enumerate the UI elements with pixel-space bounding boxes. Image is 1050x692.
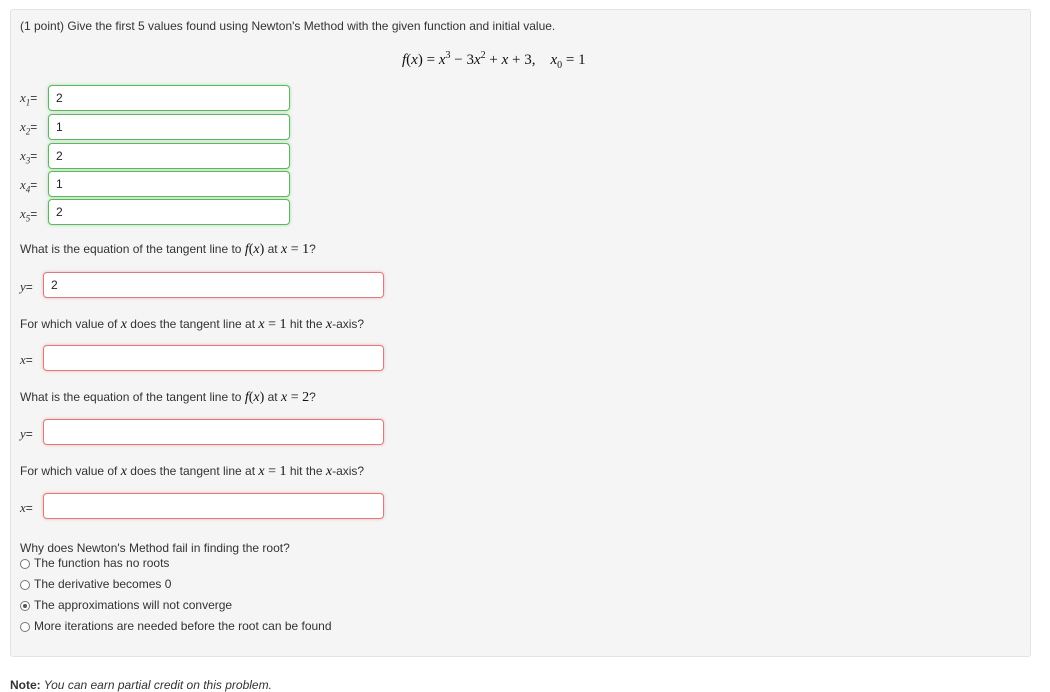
tangent-line-2-input[interactable] — [43, 419, 384, 445]
failure-question: Why does Newton's Method fail in finding the root? — [20, 541, 290, 555]
x5-input[interactable]: 2 — [48, 199, 290, 225]
x2-input[interactable]: 1 — [48, 114, 290, 140]
tangent-question-1: What is the equation of the tangent line to f(x) at x = 1? — [20, 242, 316, 257]
function-formula: $f(x) = x^3 - 3x^2 + x + 3$, $x_0 = 1$ — [402, 50, 586, 71]
x4-input[interactable]: 1 — [48, 171, 290, 197]
x1-input[interactable]: 2 — [48, 85, 290, 111]
option-derivative-zero-label[interactable]: The derivative becomes 0 — [34, 577, 172, 591]
option-no-roots-label[interactable]: The function has no roots — [34, 556, 170, 570]
x2-label: $x_2=$ — [20, 119, 38, 137]
x5-label: $x_5=$ — [20, 206, 38, 224]
problem-intro: (1 point) Give the first 5 values found using Newton's Method with the given function and initial value. — [20, 19, 556, 33]
x-label-2: x= — [20, 500, 33, 515]
x3-input[interactable]: 2 — [48, 143, 290, 169]
tangent-question-3: What is the equation of the tangent line to f(x) at x = 2? — [20, 390, 316, 405]
option-not-converge-radio[interactable] — [20, 601, 30, 611]
option-more-iterations-radio[interactable] — [20, 622, 30, 632]
x-intercept-1-input[interactable] — [43, 345, 384, 371]
tangent-line-1-input[interactable]: 2 — [43, 272, 384, 298]
y-label-1: y= — [20, 279, 33, 294]
option-not-converge-label[interactable]: The approximations will not converge — [34, 598, 233, 612]
x-label-1: x= — [20, 352, 33, 367]
partial-credit-note: Note: You can earn partial credit on this problem. — [10, 678, 272, 692]
x3-label: $x_3=$ — [20, 148, 38, 166]
y-label-2: y= — [20, 426, 33, 441]
tangent-question-2: For which value of x does the tangent line at x = 1 hit the x-axis? — [20, 317, 365, 332]
option-derivative-zero-radio[interactable] — [20, 580, 30, 590]
x-intercept-2-input[interactable] — [43, 493, 384, 519]
x4-label: $x_4=$ — [20, 177, 38, 195]
x1-label: $x_1=$ — [20, 90, 38, 108]
tangent-question-4: For which value of x does the tangent line at x = 1 hit the x-axis? — [20, 464, 365, 479]
option-more-iterations-label[interactable]: More iterations are needed before the root can be found — [34, 619, 332, 633]
option-no-roots-radio[interactable] — [20, 559, 30, 569]
